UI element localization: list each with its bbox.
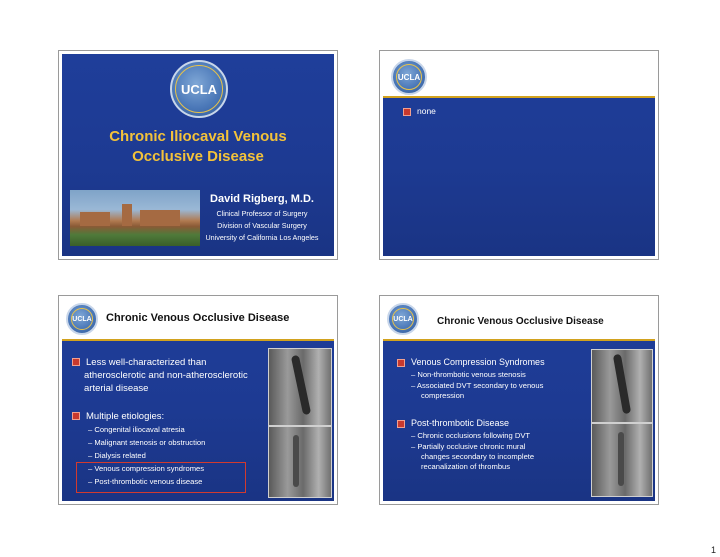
venogram-image-top [591,349,653,423]
bullet-marker [72,358,80,366]
logo-text: UCLA [393,315,413,323]
bullet-marker [397,359,405,367]
logo-text: UCLA [397,72,421,82]
list-item: – Malignant stenosis or obstruction [88,438,206,447]
presenter-university: University of California Los Angeles [205,233,319,242]
list-item: – Post-thrombotic venous disease [88,477,203,486]
list-item: – Chronic occlusions following DVT [411,431,531,440]
presentation-title-line1: Chronic Iliocaval Venous [109,128,287,145]
ucla-seal-logo [66,303,98,335]
list-item: – Congenital iliocaval atresia [88,425,185,434]
list-item: – Associated DVT secondary to venous [411,381,544,390]
bullet-marker [403,108,411,116]
slide-title: Chronic Venous Occlusive Disease [106,312,290,324]
slide-3 [62,299,334,501]
ucla-seal-logo [391,59,427,95]
compression-list [411,370,591,401]
list-item: – Dialysis related [88,451,146,460]
bullet-marker [72,412,80,420]
slide-4-frame [379,295,659,505]
header-rule [383,339,655,341]
list-item: recanalization of thrombus [421,462,511,471]
slide-title: Chronic Venous Occlusive Disease [437,316,604,327]
bullet-none: none [403,106,436,116]
slide-4 [383,299,655,501]
slide-3-frame [58,295,338,505]
presenter-name: David Rigberg, M.D. [210,193,314,205]
bullet-venous-compression: Venous Compression Syndromes [397,356,592,369]
slide-2-frame [379,50,659,260]
ucla-seal-logo [170,60,228,118]
presentation-title-line2: Occlusive Disease [132,148,264,165]
page-number: 1 [710,545,716,555]
presenter-title: Clinical Professor of Surgery [216,209,308,218]
post-thrombotic-list [411,431,591,472]
logo-text: UCLA [72,315,92,323]
logo-text: UCLA [180,81,218,97]
venogram-image-bottom [268,426,332,498]
list-item: – Venous compression syndromes [88,464,205,473]
presenter-division: Division of Vascular Surgery [217,221,307,230]
highlight-box [76,462,246,493]
venogram-image-bottom [591,423,653,497]
campus-photo [70,190,200,246]
header-rule [383,96,655,98]
bullet-marker [397,420,405,428]
list-item: compression [421,391,465,400]
header-rule [62,339,334,341]
list-item: – Partially occlusive chronic mural [411,442,526,451]
venogram-image-top [268,348,332,426]
list-item: – Non-thrombotic venous stenosis [411,370,526,379]
slide-1 [62,54,334,256]
slide-2 [383,54,655,256]
list-item: changes secondary to incomplete [421,452,535,461]
bullet-less-characterized: Less well-characterized than atherosclerotic and non-atherosclerotic arterial disease [72,356,272,395]
presenter-block [192,193,332,244]
bullet-post-thrombotic: Post-thrombotic Disease [397,417,592,430]
slide-1-frame [58,50,338,260]
bullet-multiple-etiologies: Multiple etiologies: [72,410,272,423]
ucla-seal-logo [387,303,419,335]
